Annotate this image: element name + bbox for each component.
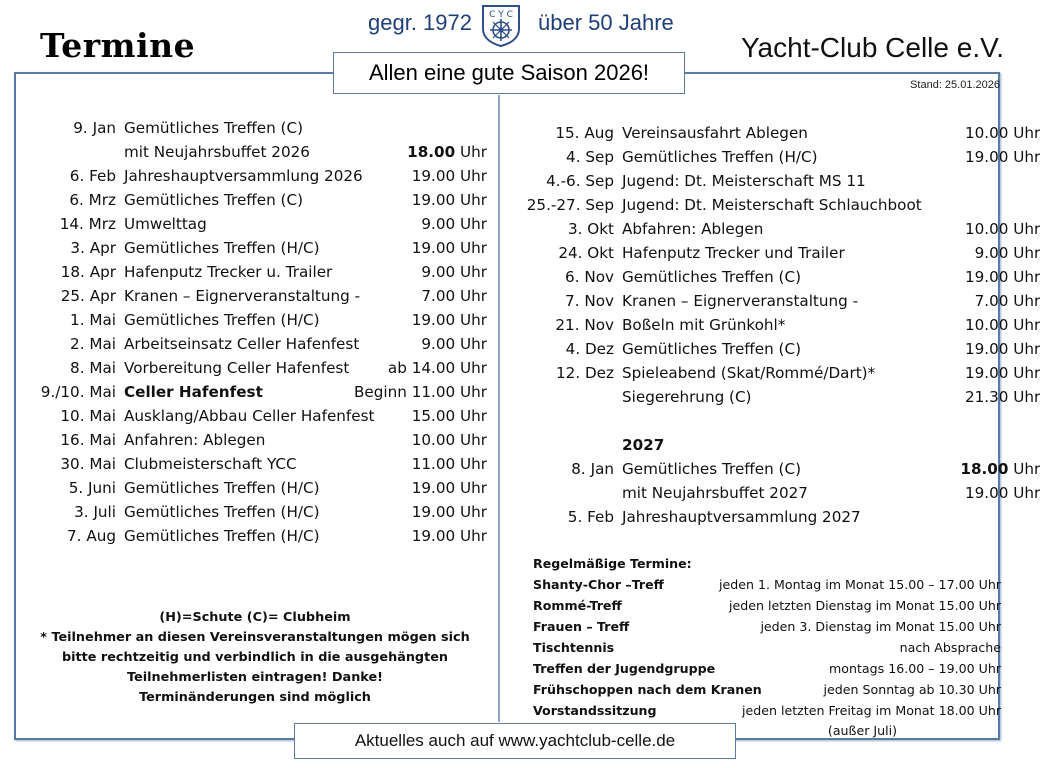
event-time — [412, 524, 487, 548]
event-time-text: 19.00 Uhr — [411, 167, 487, 185]
event-time — [421, 212, 487, 236]
regular-name: Tischtennis — [533, 640, 615, 655]
event-name: Kranen – Eignerveranstaltung - — [124, 287, 361, 305]
event-time — [412, 236, 487, 260]
event-row — [526, 193, 922, 217]
event-time — [412, 188, 487, 212]
anniversary-text: über 50 Jahre — [538, 10, 674, 35]
event-date: 4. Dez — [565, 340, 614, 358]
event-time-text: 21.30 Uhr — [964, 388, 1040, 406]
founded-text: gegr. 1972 — [368, 10, 472, 35]
event-row — [565, 337, 1040, 361]
event-time-text: 11.00 Uhr — [411, 455, 487, 473]
event-time-text: 19.00 Uhr — [411, 239, 487, 257]
event-row — [622, 481, 1040, 505]
event-time — [960, 457, 1040, 481]
event-time-text: ab 14.00 Uhr — [387, 359, 487, 377]
event-row — [566, 145, 1040, 169]
event-name: Vereinsausfahrt Ablegen — [622, 124, 808, 142]
event-time — [965, 337, 1040, 361]
event-name: Arbeitseinsatz Celler Hafenfest — [124, 335, 360, 353]
event-date: 6. Mrz — [69, 191, 116, 209]
event-time-text: 9.00 Uhr — [421, 215, 487, 233]
event-row — [555, 313, 1040, 337]
event-name: Jahreshauptversammlung 2027 — [622, 508, 861, 526]
event-time-text: 7.00 Uhr — [974, 292, 1040, 310]
event-time-text: 10.00 Uhr — [964, 124, 1040, 142]
event-row — [546, 169, 866, 193]
regular-name: Frühschoppen nach dem Kranen — [533, 682, 762, 697]
event-date: 25.-27. Sep — [526, 196, 614, 214]
event-name: Gemütliches Treffen (C) — [622, 460, 801, 478]
event-time-text: 19.00 Uhr — [411, 311, 487, 329]
event-time — [975, 289, 1040, 313]
event-name: Siegerehrung (C) — [622, 388, 752, 406]
event-time — [412, 404, 487, 428]
club-logo-icon — [479, 3, 523, 47]
event-date: 3. Apr — [70, 239, 116, 257]
event-name: mit Neujahrsbuffet 2026 — [124, 143, 310, 161]
event-row — [565, 289, 1040, 313]
event-date: 8. Jan — [571, 460, 614, 478]
event-time — [965, 385, 1040, 409]
stand-date: Stand: 25.01.2026 — [910, 79, 1000, 91]
event-date: 24. Okt — [558, 244, 614, 262]
event-date: 7. Nov — [565, 292, 614, 310]
event-name: Kranen – Eignerveranstaltung - — [622, 292, 859, 310]
event-time — [412, 452, 487, 476]
regular-when: jeden letzten Dienstag im Monat 15.00 Uhr — [729, 598, 1001, 613]
event-time-text: 19.00 Uhr — [411, 503, 487, 521]
event-time-text: 19.00 Uhr — [411, 527, 487, 545]
event-time-text: 19.00 Uhr — [964, 364, 1040, 382]
regular-item — [533, 595, 1001, 616]
right-event-list — [526, 121, 1040, 529]
regular-name: Shanty-Chor –Treff — [533, 577, 664, 592]
event-date: 14. Mrz — [59, 215, 116, 233]
event-date: 9. Jan — [73, 119, 116, 137]
event-time — [421, 260, 487, 284]
note-line: Terminänderungen sind möglich — [139, 690, 371, 705]
event-time-text: 19.00 Uhr — [964, 148, 1040, 166]
regular-item — [533, 637, 1001, 658]
regular-item — [533, 616, 1001, 637]
event-date: 7. Aug — [67, 527, 116, 545]
regular-extra-note: (außer Juli) — [827, 723, 897, 738]
event-date: 6. Feb — [69, 167, 116, 185]
event-time-text: 10.00 Uhr — [411, 431, 487, 449]
footer-text: Aktuelles auch auf www.yachtclub-celle.de — [354, 731, 676, 750]
regular-when: jeden Sonntag ab 10.30 Uhr — [823, 682, 1001, 697]
regular-name: Rommé-Treff — [533, 598, 622, 613]
event-date: 21. Nov — [555, 316, 614, 334]
regular-when: jeden letzten Freitag im Monat 18.00 Uhr — [742, 703, 1001, 718]
page-title: Termine — [40, 26, 196, 65]
event-row — [565, 265, 1040, 289]
event-time-text: Uhr — [1008, 460, 1040, 478]
event-name: Gemütliches Treffen (H/C) — [124, 503, 320, 521]
spacer — [622, 409, 664, 433]
regular-when: jeden 3. Dienstag im Monat 15.00 Uhr — [760, 619, 1001, 634]
event-time — [965, 145, 1040, 169]
event-name: Boßeln mit Grünkohl* — [622, 316, 786, 334]
regular-when: nach Absprache — [899, 640, 1001, 655]
event-time — [965, 313, 1040, 337]
club-name: Yacht-Club Celle e.V. — [740, 32, 1004, 63]
event-date: 6. Nov — [565, 268, 614, 286]
event-time — [412, 308, 487, 332]
event-time — [412, 476, 487, 500]
event-time — [965, 121, 1040, 145]
event-time-text: 19.00 Uhr — [411, 191, 487, 209]
note-line: (H)=Schute (C)= Clubheim — [159, 610, 351, 625]
event-name: Gemütliches Treffen (H/C) — [622, 148, 818, 166]
logo-lettering: C Y C — [489, 10, 513, 20]
event-time-text: 19.00 Uhr — [411, 479, 487, 497]
event-time-text: 19.00 Uhr — [964, 484, 1040, 502]
event-time-text: 10.00 Uhr — [964, 316, 1040, 334]
event-date: 3. Okt — [567, 220, 614, 238]
event-date: 5. Feb — [567, 508, 614, 526]
event-time — [975, 241, 1040, 265]
regular-heading: Regelmäßige Termine: — [533, 556, 692, 571]
event-date: 30. Mai — [60, 455, 116, 473]
event-time — [965, 217, 1040, 241]
event-time — [412, 164, 487, 188]
event-row — [555, 121, 1040, 145]
event-time — [412, 500, 487, 524]
event-date: 8. Mai — [70, 359, 116, 377]
event-time — [354, 380, 487, 404]
event-time-text: 9.00 Uhr — [421, 263, 487, 281]
event-time — [407, 140, 487, 164]
event-time — [965, 481, 1040, 505]
event-date: 25. Apr — [60, 287, 116, 305]
regular-when: montags 16.00 – 19.00 Uhr — [829, 661, 1001, 676]
event-date: 3. Juli — [74, 503, 116, 521]
event-name: Gemütliches Treffen (C) — [124, 119, 303, 137]
regular-item — [533, 679, 1001, 700]
note-line: * Teilnehmer an diesen Vereinsveranstaltungen mögen sich — [40, 630, 470, 645]
regular-name: Frauen – Treff — [533, 619, 630, 634]
event-date: 12. Dez — [556, 364, 614, 382]
event-date: 9./10. Mai — [40, 383, 116, 401]
event-name: Jahreshauptversammlung 2026 — [124, 167, 363, 185]
event-name: Jugend: Dt. Meisterschaft Schlauchboot — [622, 196, 922, 214]
event-date: 1. Mai — [70, 311, 116, 329]
event-name: Vorbereitung Celler Hafenfest — [124, 359, 350, 377]
note-line: Teilnehmerlisten eintragen! Danke! — [127, 670, 383, 685]
event-time-text: 10.00 Uhr — [964, 220, 1040, 238]
regular-events — [533, 553, 1001, 741]
event-name: Gemütliches Treffen (H/C) — [124, 311, 320, 329]
event-name: Jugend: Dt. Meisterschaft MS 11 — [622, 172, 866, 190]
event-name: Gemütliches Treffen (H/C) — [124, 479, 320, 497]
event-name: Spieleabend (Skat/Rommé/Dart)* — [622, 364, 876, 382]
note-line: bitte rechtzeitig und verbindlich in die ausgehängten — [61, 650, 449, 665]
event-time-text: 19.00 Uhr — [964, 268, 1040, 286]
banner-text: Allen eine gute Saison 2026! — [368, 60, 650, 85]
event-name: mit Neujahrsbuffet 2027 — [622, 484, 808, 502]
event-time — [421, 284, 487, 308]
regular-when: jeden 1. Montag im Monat 15.00 – 17.00 Uhr — [719, 577, 1001, 592]
event-row — [567, 505, 861, 529]
event-date: 5. Juni — [68, 479, 116, 497]
event-time — [965, 265, 1040, 289]
event-date: 16. Mai — [60, 431, 116, 449]
notes-block — [22, 608, 488, 708]
event-name: Ausklang/Abbau Celler Hafenfest — [124, 407, 375, 425]
event-name: Hafenputz Trecker und Trailer — [622, 244, 845, 262]
event-name: Gemütliches Treffen (C) — [622, 268, 801, 286]
year-heading: 2027 — [622, 436, 665, 454]
event-name: Clubmeisterschaft YCC — [124, 455, 297, 473]
event-name: Hafenputz Trecker u. Trailer — [124, 263, 333, 281]
event-time-text: Uhr — [455, 143, 487, 161]
event-time-text: 19.00 Uhr — [964, 340, 1040, 358]
event-time-bold: 18.00 — [407, 143, 456, 161]
event-row — [622, 385, 1040, 409]
event-time-text: 9.00 Uhr — [421, 335, 487, 353]
event-date: 4.-6. Sep — [546, 172, 614, 190]
website-footer — [294, 723, 736, 759]
event-date: 15. Aug — [555, 124, 614, 142]
regular-name: Vorstandssitzung — [533, 703, 657, 718]
event-time-text: Beginn 11.00 Uhr — [354, 383, 487, 401]
event-time-text: 15.00 Uhr — [411, 407, 487, 425]
column-divider — [498, 95, 500, 722]
event-row — [567, 217, 1040, 241]
event-name: Gemütliches Treffen (C) — [124, 191, 303, 209]
event-name: Anfahren: Ablegen — [124, 431, 266, 449]
event-time-text: 7.00 Uhr — [421, 287, 487, 305]
season-banner — [333, 52, 685, 94]
event-name: Umwelttag — [124, 215, 207, 233]
regular-item — [533, 658, 1001, 679]
event-date: 10. Mai — [60, 407, 116, 425]
regular-item — [533, 700, 1001, 721]
event-time — [421, 332, 487, 356]
regular-name: Treffen der Jugendgruppe — [533, 661, 716, 676]
regular-item — [533, 574, 1001, 595]
event-date: 4. Sep — [566, 148, 614, 166]
event-time — [965, 361, 1040, 385]
event-row — [571, 457, 1040, 481]
event-time — [412, 428, 487, 452]
event-date: 18. Apr — [60, 263, 116, 281]
event-name: Gemütliches Treffen (H/C) — [124, 527, 320, 545]
event-time-text: 9.00 Uhr — [974, 244, 1040, 262]
event-name: Abfahren: Ablegen — [622, 220, 764, 238]
event-name: Gemütliches Treffen (H/C) — [124, 239, 320, 257]
event-time — [388, 356, 487, 380]
event-row — [558, 241, 1040, 265]
event-date: 2. Mai — [70, 335, 116, 353]
event-name: Celler Hafenfest — [124, 383, 263, 401]
event-name: Gemütliches Treffen (C) — [622, 340, 801, 358]
event-time-bold: 18.00 — [960, 460, 1009, 478]
event-row — [556, 361, 1040, 385]
